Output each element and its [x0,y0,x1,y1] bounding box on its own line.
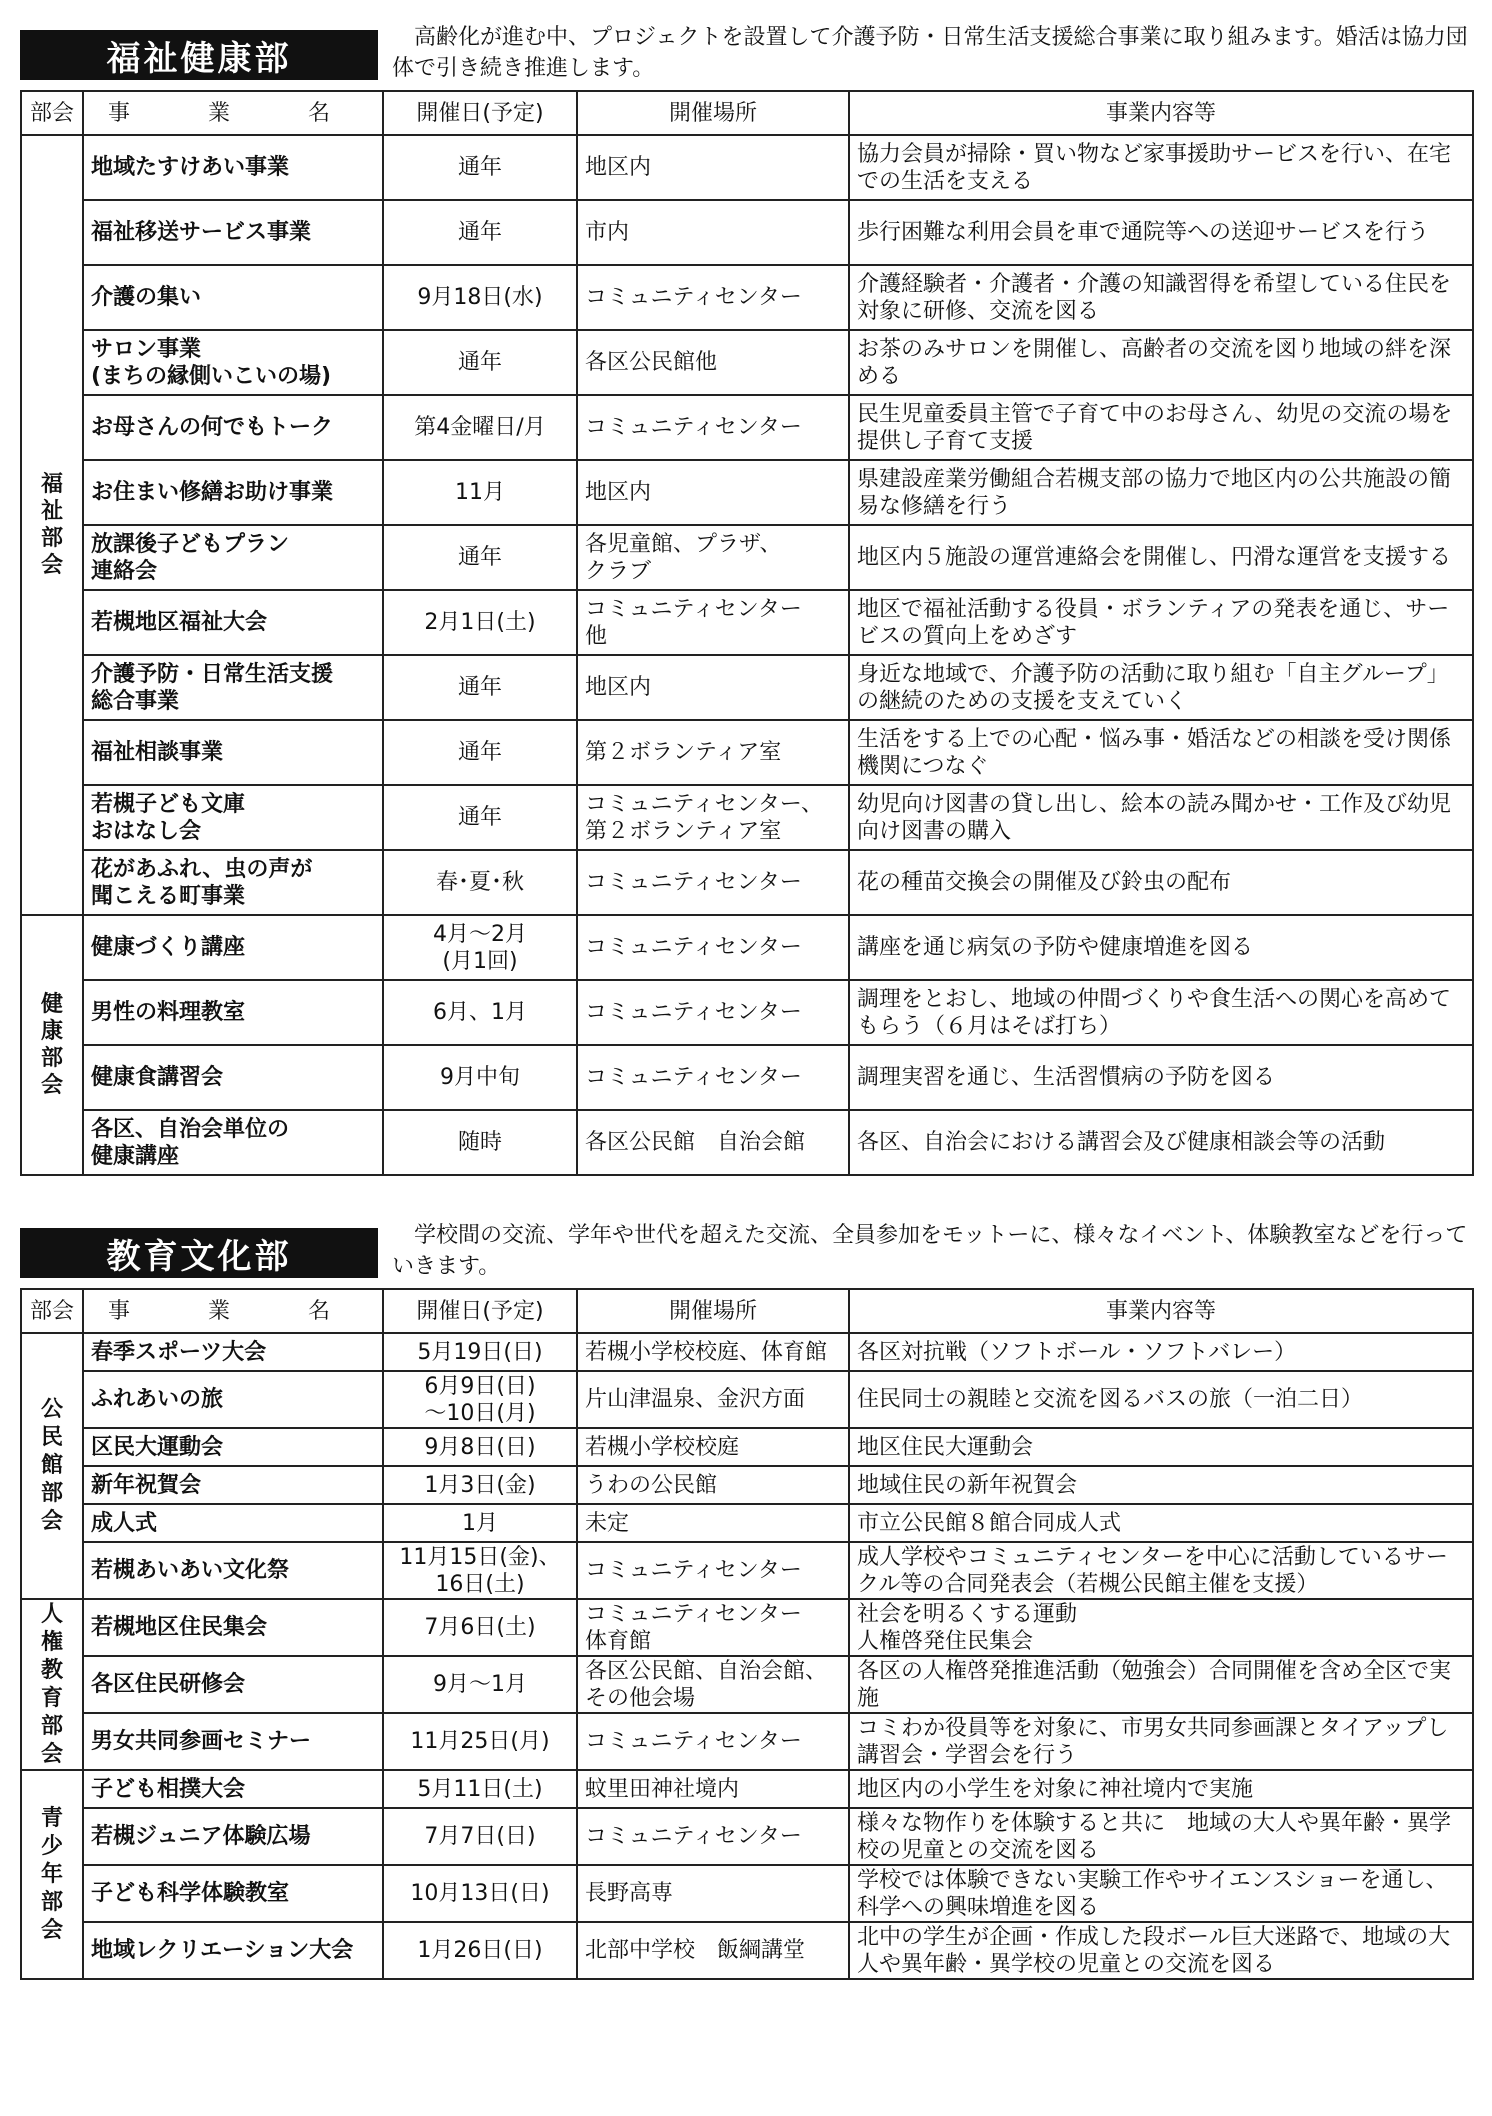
table-row [21,915,1473,980]
project-name-cell: 各区、自治会単位の 健康講座 [83,1110,383,1175]
venue-cell: 各区公民館、自治会館、 その他会場 [577,1656,849,1713]
project-name-cell: 若槻子ども文庫 おはなし会 [83,785,383,850]
venue-cell: コミュニティセンター [577,1542,849,1599]
venue-cell: 蚊里田神社境内 [577,1770,849,1808]
division-cell [21,1599,83,1770]
header-description: 事業内容等 [849,1289,1473,1333]
project-name-cell: 若槻地区福祉大会 [83,590,383,655]
project-name-cell: 子ども科学体験教室 [83,1865,383,1922]
venue-cell: 片山津温泉、金沢方面 [577,1371,849,1428]
header-venue: 開催場所 [577,91,849,135]
project-name-cell: 区民大運動会 [83,1428,383,1466]
division-cell [21,135,83,915]
venue-cell: 未定 [577,1504,849,1542]
date-cell: 1月26日(日) [383,1922,577,1979]
section-header [20,24,1472,90]
venue-cell: コミュニティセンター [577,1808,849,1865]
date-cell: 9月～1月 [383,1656,577,1713]
date-cell: 1月3日(金) [383,1466,577,1504]
venue-cell: コミュニティセンター 体育館 [577,1599,849,1656]
venue-cell: 各区公民館他 [577,330,849,395]
venue-cell: 地区内 [577,135,849,200]
project-name-cell: 若槻あいあい文化祭 [83,1542,383,1599]
table-row [21,590,1473,655]
venue-cell: 長野高専 [577,1865,849,1922]
venue-cell: 北部中学校 飯綱講堂 [577,1922,849,1979]
header-venue: 開催場所 [577,1289,849,1333]
welfare-health-table [20,90,1474,1176]
description-cell: 県建設産業労働組合若槻支部の協力で地区内の公共施設の簡易な修繕を行う [849,460,1473,525]
venue-cell: 各児童館、プラザ、 クラブ [577,525,849,590]
description-cell: 講座を通じ病気の予防や健康増進を図る [849,915,1473,980]
project-name-cell: 春季スポーツ大会 [83,1333,383,1371]
project-name-cell: サロン事業 (まちの縁側いこいの場) [83,330,383,395]
description-cell: 地区で福祉活動する役員・ボランティアの発表を通じ、サービスの質向上をめざす [849,590,1473,655]
date-cell: 通年 [383,655,577,720]
description-cell: 住民同士の親睦と交流を図るバスの旅（一泊二日） [849,1371,1473,1428]
table-row [21,720,1473,785]
description-cell: 民生児童委員主管で子育て中のお母さん、幼児の交流の場を提供し子育て支援 [849,395,1473,460]
table-row [21,1770,1473,1808]
table-row [21,1371,1473,1428]
project-name-cell: 介護予防・日常生活支援 総合事業 [83,655,383,720]
table-row [21,1504,1473,1542]
table-row [21,785,1473,850]
project-name-cell: 若槻地区住民集会 [83,1599,383,1656]
description-cell: 介護経験者・介護者・介護の知識習得を希望している住民を対象に研修、交流を図る [849,265,1473,330]
date-cell: 通年 [383,785,577,850]
division-cell [21,915,83,1175]
project-name-cell: ふれあいの旅 [83,1371,383,1428]
section-title: 福祉健康部 [20,30,378,80]
project-name-cell: 健康食講習会 [83,1045,383,1110]
table-row [21,1865,1473,1922]
project-name-cell: 新年祝賀会 [83,1466,383,1504]
education-culture-table [20,1288,1474,1980]
division-label: 福祉部会 [40,472,63,578]
project-name-cell: 男女共同参画セミナー [83,1713,383,1770]
project-name-cell: お住まい修繕お助け事業 [83,460,383,525]
description-cell: 花の種苗交換会の開催及び鈴虫の配布 [849,850,1473,915]
table-row [21,460,1473,525]
date-cell: 通年 [383,330,577,395]
division-label: 人権教育部会 [40,1601,63,1767]
venue-cell: 各区公民館 自治会館 [577,1110,849,1175]
project-name-cell: 福祉相談事業 [83,720,383,785]
header-division: 部会 [21,1289,83,1333]
date-cell: 随時 [383,1110,577,1175]
description-cell: 成人学校やコミュニティセンターを中心に活動しているサークル等の合同発表会（若槻公民館主催を支援） [849,1542,1473,1599]
division-cell [21,1770,83,1979]
venue-cell: コミュニティセンター [577,1713,849,1770]
project-name-cell: 男性の料理教室 [83,980,383,1045]
table-row [21,850,1473,915]
division-cell [21,1333,83,1599]
table-row [21,525,1473,590]
table-row [21,1713,1473,1770]
table-row [21,1110,1473,1175]
description-cell: 各区対抗戦（ソフトボール・ソフトバレー） [849,1333,1473,1371]
project-name-cell: 地域たすけあい事業 [83,135,383,200]
venue-cell: コミュニティセンター [577,850,849,915]
date-cell: 5月11日(土) [383,1770,577,1808]
date-cell: 第4金曜日/月 [383,395,577,460]
date-cell: 9月18日(水) [383,265,577,330]
division-label: 健康部会 [40,992,63,1098]
table-row [21,1599,1473,1656]
date-cell: 7月6日(土) [383,1599,577,1656]
header-description: 事業内容等 [849,91,1473,135]
date-cell: 2月1日(土) [383,590,577,655]
project-name-cell: 若槻ジュニア体験広場 [83,1808,383,1865]
section-description: 高齢化が進む中、プロジェクトを設置して介護予防・日常生活支援総合事業に取り組みます。婚活は協力団体で引き続き推進します。 [392,25,1468,81]
description-cell: 地区住民大運動会 [849,1428,1473,1466]
venue-cell: 若槻小学校校庭、体育館 [577,1333,849,1371]
project-name-cell: 成人式 [83,1504,383,1542]
header-division: 部会 [21,91,83,135]
table-row [21,980,1473,1045]
project-name-cell: 健康づくり講座 [83,915,383,980]
project-name-cell: 放課後子どもプラン 連絡会 [83,525,383,590]
section-header [20,1222,1472,1288]
date-cell: 11月25日(月) [383,1713,577,1770]
project-name-cell: お母さんの何でもトーク [83,395,383,460]
table-row [21,1808,1473,1865]
table-header-row [21,1289,1473,1333]
venue-cell: 若槻小学校校庭 [577,1428,849,1466]
date-cell: 11月 [383,460,577,525]
project-name-cell: 地域レクリエーション大会 [83,1922,383,1979]
date-cell: 通年 [383,525,577,590]
venue-cell: コミュニティセンター [577,980,849,1045]
table-row [21,1656,1473,1713]
date-cell: 通年 [383,200,577,265]
date-cell: 7月7日(日) [383,1808,577,1865]
description-cell: 様々な物作りを体験すると共に 地域の大人や異年齢・異学校の児童との交流を図る [849,1808,1473,1865]
description-cell: 地区内の小学生を対象に神社境内で実施 [849,1770,1473,1808]
venue-cell: コミュニティセンター [577,915,849,980]
table-header-row [21,91,1473,135]
description-cell: 地区内５施設の運営連絡会を開催し、円滑な運営を支援する [849,525,1473,590]
description-cell: お茶のみサロンを開催し、高齢者の交流を図り地域の絆を深める [849,330,1473,395]
description-cell: 地域住民の新年祝賀会 [849,1466,1473,1504]
description-cell: 市立公民館８館合同成人式 [849,1504,1473,1542]
header-project-name: 事 業 名 [83,91,383,135]
description-cell: 調理実習を通じ、生活習慣病の予防を図る [849,1045,1473,1110]
date-cell: 通年 [383,135,577,200]
section-description: 学校間の交流、学年や世代を超えた交流、全員参加をモットーに、様々なイベント、体験教室などを行っていきます。 [392,1223,1468,1279]
table-row [21,1542,1473,1599]
description-cell: 社会を明るくする運動 人権啓発住民集会 [849,1599,1473,1656]
section-education-culture [20,1222,1472,1977]
date-cell: 9月中旬 [383,1045,577,1110]
description-cell: コミわか役員等を対象に、市男女共同参画課とタイアップし講習会・学習会を行う [849,1713,1473,1770]
venue-cell: 市内 [577,200,849,265]
table-row [21,1428,1473,1466]
project-name-cell: 花があふれ、虫の声が 聞こえる町事業 [83,850,383,915]
table-row [21,1333,1473,1371]
division-label: 青少年部会 [40,1805,63,1943]
date-cell: 10月13日(日) [383,1865,577,1922]
description-cell: 幼児向け図書の貸し出し、絵本の読み聞かせ・工作及び幼児向け図書の購入 [849,785,1473,850]
description-cell: 調理をとおし、地域の仲間づくりや食生活への関心を高めてもらう（６月はそば打ち） [849,980,1473,1045]
date-cell: 11月15日(金)、 16日(土) [383,1542,577,1599]
date-cell: 9月8日(日) [383,1428,577,1466]
venue-cell: コミュニティセンター [577,395,849,460]
venue-cell: 第２ボランティア室 [577,720,849,785]
table-row [21,1045,1473,1110]
date-cell: 4月～2月 (月1回) [383,915,577,980]
project-name-cell: 各区住民研修会 [83,1656,383,1713]
venue-cell: コミュニティセンター [577,265,849,330]
table-row [21,1922,1473,1979]
table-row [21,200,1473,265]
table-row [21,265,1473,330]
section-title: 教育文化部 [20,1228,378,1278]
description-cell: 生活をする上での心配・悩み事・婚活などの相談を受け関係機関につなぐ [849,720,1473,785]
date-cell: 春･夏･秋 [383,850,577,915]
venue-cell: コミュニティセンター 他 [577,590,849,655]
description-cell: 身近な地域で、介護予防の活動に取り組む「自主グループ」の継続のための支援を支えていく [849,655,1473,720]
header-project-name: 事 業 名 [83,1289,383,1333]
table-row [21,655,1473,720]
venue-cell: コミュニティセンター、 第２ボランティア室 [577,785,849,850]
table-row [21,330,1473,395]
description-cell: 各区、自治会における講習会及び健康相談会等の活動 [849,1110,1473,1175]
description-cell: 北中の学生が企画・作成した段ボール巨大迷路で、地域の大人や異年齢・異学校の児童との交流を図る [849,1922,1473,1979]
division-label: 公民館部会 [40,1397,63,1534]
date-cell: 6月9日(日) ～10日(月) [383,1371,577,1428]
project-name-cell: 子ども相撲大会 [83,1770,383,1808]
table-row [21,395,1473,460]
description-cell: 歩行困難な利用会員を車で通院等への送迎サービスを行う [849,200,1473,265]
date-cell: 6月、1月 [383,980,577,1045]
section-welfare-health [20,24,1472,1169]
header-date: 開催日(予定) [383,1289,577,1333]
description-cell: 学校では体験できない実験工作やサイエンスショーを通し、科学への興味増進を図る [849,1865,1473,1922]
venue-cell: 地区内 [577,655,849,720]
description-cell: 各区の人権啓発推進活動（勉強会）合同開催を含め全区で実施 [849,1656,1473,1713]
header-date: 開催日(予定) [383,91,577,135]
date-cell: 5月19日(日) [383,1333,577,1371]
description-cell: 協力会員が掃除・買い物など家事援助サービスを行い、在宅での生活を支える [849,135,1473,200]
venue-cell: うわの公民館 [577,1466,849,1504]
table-row [21,1466,1473,1504]
date-cell: 1月 [383,1504,577,1542]
venue-cell: コミュニティセンター [577,1045,849,1110]
venue-cell: 地区内 [577,460,849,525]
project-name-cell: 福祉移送サービス事業 [83,200,383,265]
table-row [21,135,1473,200]
project-name-cell: 介護の集い [83,265,383,330]
date-cell: 通年 [383,720,577,785]
